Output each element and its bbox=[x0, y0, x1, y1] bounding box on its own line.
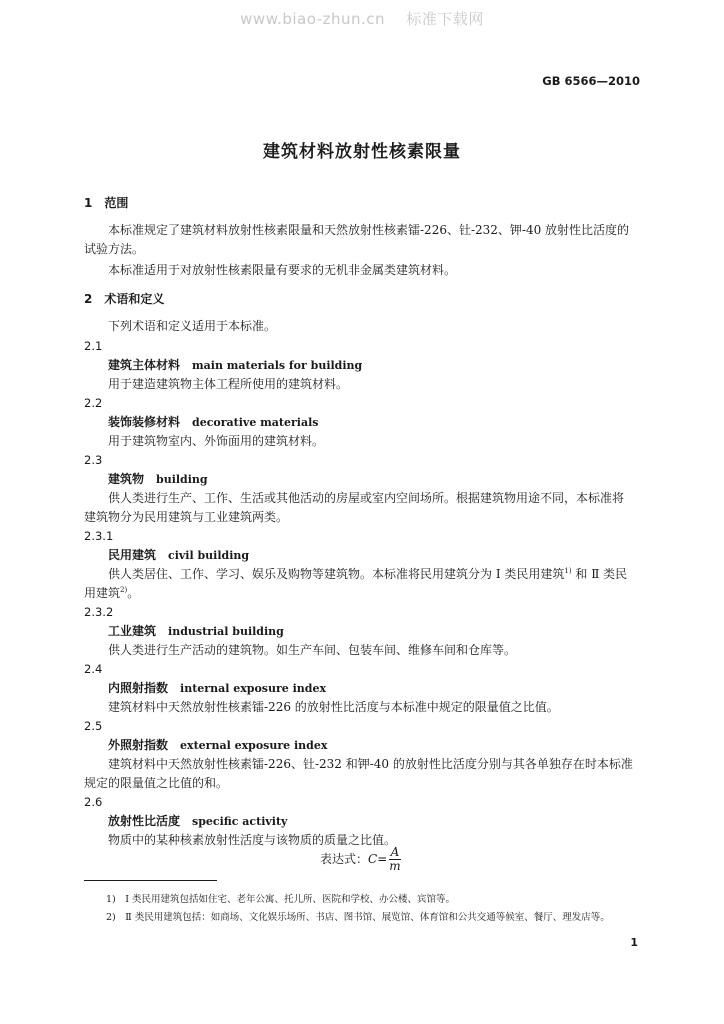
specific-activity-formula bbox=[320, 846, 401, 873]
term-number: 2.2 bbox=[84, 396, 103, 410]
term-definition-line1 bbox=[108, 566, 627, 582]
formula-equals: = bbox=[377, 852, 388, 866]
definition-text: 供人类居住、工作、学习、娱乐及购物等建筑物。本标准将民用建筑分为 Ⅰ 类民用建筑 bbox=[108, 567, 565, 581]
term-en: specific activity bbox=[192, 815, 288, 828]
term-definition: 用于建造建筑物主体工程所使用的建筑材料。 bbox=[108, 377, 349, 391]
term-en: external exposure index bbox=[180, 739, 328, 752]
term-zh: 民用建筑 bbox=[108, 548, 157, 562]
section-2-intro: 下列术语和定义适用于本标准。 bbox=[108, 319, 277, 333]
footnote-text: Ⅰ 类民用建筑包括如住宅、老年公寓、托儿所、医院和学校、办公楼、宾馆等。 bbox=[125, 894, 456, 905]
term-number: 2.4 bbox=[84, 662, 103, 676]
formula-numerator: A bbox=[390, 845, 400, 859]
term-en: decorative materials bbox=[192, 416, 319, 429]
term-heading bbox=[108, 737, 327, 754]
term-definition-line1: 建筑材料中天然放射性核素镭-226、钍-232 和钾-40 的放射性比活度分别与其各单独存在时本标准 bbox=[108, 757, 633, 771]
footnote-mark: 2) bbox=[106, 912, 116, 923]
term-definition-line2: 建筑物分为民用建筑与工业建筑两类。 bbox=[84, 510, 289, 524]
term-zh: 建筑主体材料 bbox=[108, 358, 181, 372]
formula-denominator: m bbox=[389, 859, 401, 873]
term-en: industrial building bbox=[168, 625, 284, 638]
footnote-mark: 1) bbox=[106, 894, 116, 905]
term-number: 2.3.1 bbox=[84, 529, 114, 543]
term-zh: 装饰装修材料 bbox=[108, 415, 181, 429]
term-heading bbox=[108, 414, 318, 431]
term-number: 2.3.2 bbox=[84, 605, 114, 619]
term-heading bbox=[108, 357, 362, 374]
footnote-ref-2[interactable]: 2) bbox=[120, 586, 128, 594]
watermark-site: 标准下载网 bbox=[406, 10, 484, 28]
section-1-heading: 1 范围 bbox=[84, 196, 129, 210]
term-number: 2.1 bbox=[84, 339, 103, 353]
term-number: 2.3 bbox=[84, 453, 103, 467]
term-definition: 用于建筑物室内、外饰面用的建筑材料。 bbox=[108, 434, 325, 448]
term-zh: 建筑物 bbox=[108, 472, 145, 486]
term-definition: 供人类进行生产活动的建筑物。如生产车间、包装车间、维修车间和仓库等。 bbox=[108, 643, 517, 657]
term-zh: 外照射指数 bbox=[108, 738, 169, 752]
term-heading bbox=[108, 471, 208, 488]
term-en: main materials for building bbox=[192, 359, 363, 372]
term-number: 2.5 bbox=[84, 719, 103, 733]
definition-text: 。 bbox=[127, 586, 140, 600]
document-title: 建筑材料放射性核素限量 bbox=[263, 142, 461, 162]
section-1-para1-line1: 本标准规定了建筑材料放射性核素限量和天然放射性核素镭-226、钍-232、钾-40 放射性比活度的 bbox=[108, 223, 630, 237]
footnote-2 bbox=[106, 911, 610, 924]
term-definition-line2 bbox=[84, 585, 139, 601]
section-1-para2: 本标准适用于对放射性核素限量有要求的无机非金属类建筑材料。 bbox=[108, 263, 457, 277]
section-2-heading: 2 术语和定义 bbox=[84, 292, 165, 306]
term-number: 2.6 bbox=[84, 795, 103, 809]
definition-text: 用建筑 bbox=[84, 586, 121, 600]
watermark-url: www.biao-zhun.cn bbox=[240, 10, 386, 28]
term-zh: 放射性比活度 bbox=[108, 814, 181, 828]
footnote-divider bbox=[84, 880, 217, 881]
term-definition-line1: 供人类进行生产、工作、生活或其他活动的房屋或室内空间场所。根据建筑物用途不同，本标准将 bbox=[108, 491, 625, 505]
formula-fraction bbox=[389, 846, 400, 873]
page-number: 1 bbox=[630, 936, 638, 949]
term-heading bbox=[108, 547, 249, 564]
term-definition-line2: 规定的限量值之比值的和。 bbox=[84, 776, 229, 790]
footnote-1 bbox=[106, 893, 455, 906]
standard-number: GB 6566—2010 bbox=[542, 74, 640, 88]
term-zh: 工业建筑 bbox=[108, 624, 157, 638]
definition-text: 和 Ⅱ 类民 bbox=[571, 567, 628, 581]
term-heading bbox=[108, 813, 287, 830]
term-en: civil building bbox=[168, 549, 250, 562]
term-definition: 物质中的某种核素放射性活度与该物质的质量之比值。 bbox=[108, 833, 397, 847]
term-heading bbox=[108, 623, 284, 640]
term-zh: 内照射指数 bbox=[108, 681, 169, 695]
footnote-ref-1[interactable]: 1) bbox=[564, 567, 572, 575]
watermark bbox=[0, 8, 724, 29]
formula-lhs: C bbox=[368, 852, 378, 866]
term-en: internal exposure index bbox=[180, 682, 327, 695]
term-en: building bbox=[156, 473, 208, 486]
term-heading bbox=[108, 680, 326, 697]
footnote-text: Ⅱ 类民用建筑包括：如商场、文化娱乐场所、书店、图书馆、展览馆、体育馆和公共交通等候室、餐厅、理发店等。 bbox=[125, 912, 610, 923]
term-definition: 建筑材料中天然放射性核素镭-226 的放射性比活度与本标准中规定的限量值之比值。 bbox=[108, 700, 559, 714]
section-1-para1-line2: 试验方法。 bbox=[84, 242, 145, 256]
formula-prefix: 表达式： bbox=[320, 852, 369, 866]
